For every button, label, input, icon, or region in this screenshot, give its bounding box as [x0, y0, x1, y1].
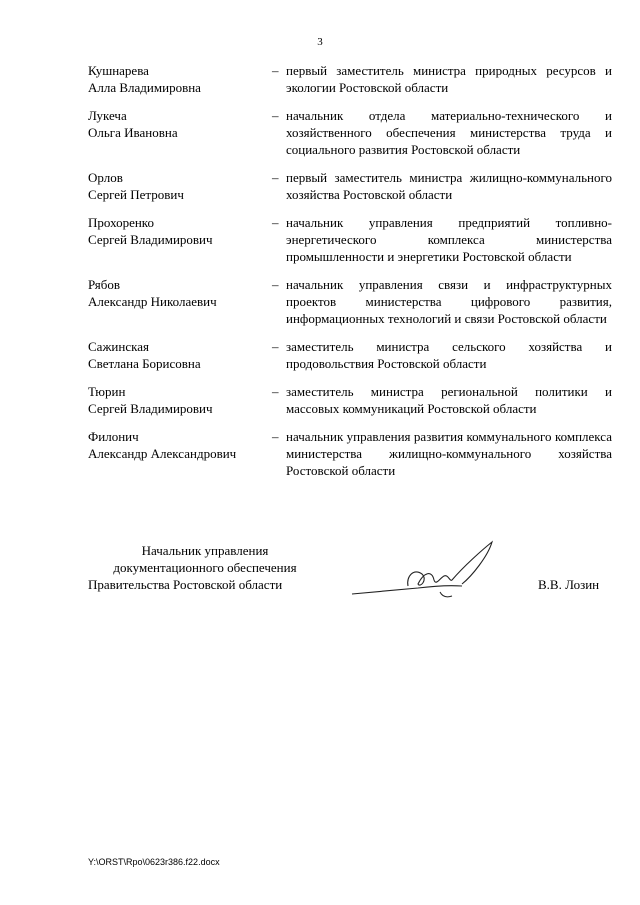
member-given-name: Сергей Петрович [88, 187, 184, 202]
member-given-name: Ольга Ивановна [88, 125, 178, 140]
signer-title-line: Начальник управления [141, 543, 269, 558]
dash: – [272, 429, 279, 444]
list-item [88, 214, 616, 265]
member-surname: Рябов [88, 277, 120, 292]
signer-title-line: Правительства Ростовской области [88, 577, 283, 592]
member-given-name: Сергей Владимирович [88, 401, 213, 416]
member-given-name: Александр Николаевич [88, 294, 217, 309]
member-surname: Лукеча [88, 108, 127, 123]
signer-title-line: документационного обеспечения [113, 560, 297, 575]
member-surname: Филонич [88, 429, 139, 444]
list-item [88, 62, 616, 96]
list-item [88, 338, 616, 372]
dash: – [272, 215, 279, 230]
page-number: 3 [317, 36, 323, 48]
member-given-name: Александр Александрович [88, 446, 237, 461]
handwritten-signature [344, 536, 504, 608]
member-surname: Сажинская [88, 339, 149, 354]
list-item [88, 383, 616, 417]
member-name [88, 214, 272, 248]
member-position: заместитель министра сельского хозяйства и продовольствия Ростовской области [286, 339, 612, 371]
member-given-name: Сергей Владимирович [88, 232, 213, 247]
member-position: начальник отдела материально-технического и хозяйственного обеспечения министерства труда и социального развития Ростовской области [286, 108, 612, 157]
dash: – [272, 384, 279, 399]
member-name [88, 428, 272, 462]
signer-name: В.В. Лозин [538, 577, 600, 592]
list-item [88, 428, 616, 479]
member-position: первый заместитель министра природных ресурсов и экологии Ростовской области [286, 63, 612, 95]
member-position: начальник управления связи и инфраструктурных проектов министерства цифрового развития, информационных технологий и связи Ростовской области [286, 277, 612, 326]
member-position: первый заместитель министра жилищно-коммунального хозяйства Ростовской области [286, 170, 612, 202]
list-item [88, 276, 616, 327]
file-path: Y:\ORST\Rpo\0623r386.f22.docx [88, 857, 220, 867]
member-name [88, 338, 272, 372]
list-item [88, 169, 616, 203]
dash: – [272, 277, 279, 292]
member-position: начальник управления предприятий топливно-энергетического комплекса министерства промышленности и энергетики Ростовской области [286, 215, 612, 264]
member-list [88, 62, 616, 490]
member-given-name: Алла Владимировна [88, 80, 201, 95]
dash: – [272, 170, 279, 185]
list-item [88, 107, 616, 158]
dash: – [272, 63, 279, 78]
dash: – [272, 339, 279, 354]
dash: – [272, 108, 279, 123]
member-name [88, 107, 272, 141]
member-given-name: Светлана Борисовна [88, 356, 201, 371]
signer-title [88, 542, 322, 593]
member-position: заместитель министра региональной политики и массовых коммуникаций Ростовской области [286, 384, 612, 416]
member-name [88, 276, 272, 310]
member-surname: Кушнарева [88, 63, 149, 78]
member-name [88, 62, 272, 96]
member-surname: Тюрин [88, 384, 126, 399]
member-position: начальник управления развития коммунального комплекса министерства жилищно-коммунального хозяйства Ростовской области [286, 429, 612, 478]
member-surname: Прохоренко [88, 215, 154, 230]
member-name [88, 383, 272, 417]
member-surname: Орлов [88, 170, 123, 185]
member-name [88, 169, 272, 203]
